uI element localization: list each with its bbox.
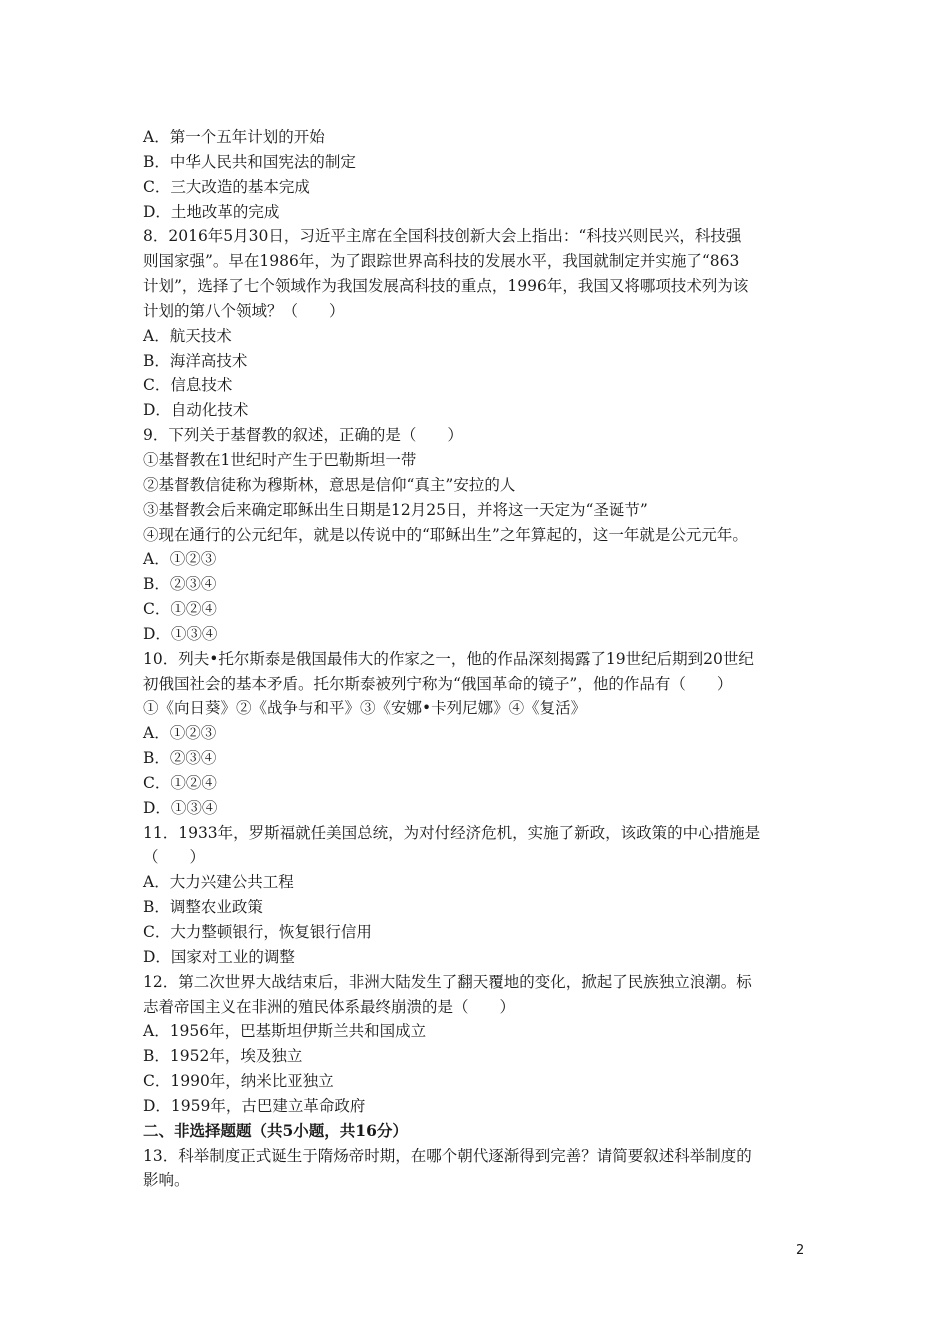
question-8-text: 计划的第八个领域？（ ）	[143, 301, 345, 320]
question-10-text: 初俄国社会的基本矛盾。托尔斯泰被列宁称为“俄国革命的镜子”，他的作品有（ ）	[143, 674, 733, 693]
question-8-text: 则国家强”。早在1986年，为了跟踪世界高科技的发展水平，我国就制定并实施了“863	[143, 252, 740, 271]
question-11-text: 11．1933年，罗斯福就任美国总统，为对付经济危机，实施了新政，该政策的中心措施是	[143, 823, 761, 842]
statement-line: ③基督教会后来确定耶稣出生日期是12月25日，并将这一天定为“圣诞节”	[143, 500, 648, 519]
option-line: D．自动化技术	[143, 401, 249, 420]
statement-line: ②基督教信徒称为穆斯林，意思是信仰“真主”安拉的人	[143, 475, 516, 494]
option-line: A．第一个五年计划的开始	[143, 128, 325, 146]
option-line: D．①③④	[143, 798, 218, 817]
question-9-text: 9．下列关于基督教的叙述，正确的是（ ）	[143, 426, 463, 445]
option-line: A．①②③	[143, 724, 217, 743]
question-12-text: 12．第二次世界大战结束后，非洲大陆发生了翻天覆地的变化，掀起了民族独立浪潮。标	[143, 972, 752, 991]
option-line: A．1956年，巴基斯坦伊斯兰共和国成立	[143, 1022, 427, 1041]
option-line: D．土地改革的完成	[143, 202, 280, 221]
option-line: D．国家对工业的调整	[143, 947, 295, 966]
question-11-text: （ ）	[143, 848, 206, 867]
question-10-text: 10．列夫•托尔斯泰是俄国最伟大的作家之一，他的作品深刻揭露了19世纪后期到20世纪	[143, 649, 754, 668]
option-line: B．②③④	[143, 749, 217, 768]
question-8-text: 8．2016年5月30日，习近平主席在全国科技创新大会上指出：“科技兴则民兴，科技强	[143, 227, 742, 246]
option-line: B．海洋高技术	[143, 351, 248, 370]
statement-line: ①《向日葵》②《战争与和平》③《安娜•卡列尼娜》④《复活》	[143, 699, 587, 718]
page-content	[143, 125, 815, 1193]
option-line: B．中华人民共和国宪法的制定	[143, 152, 356, 171]
option-line: B．②③④	[143, 575, 217, 594]
option-line: C．三大改造的基本完成	[143, 177, 310, 196]
option-line: B．1952年，埃及独立	[143, 1047, 303, 1066]
question-12-text: 志着帝国主义在非洲的殖民体系最终崩溃的是（ ）	[143, 997, 516, 1016]
option-line: D．1959年，古巴建立革命政府	[143, 1096, 366, 1115]
question-13-text: 13．科举制度正式诞生于隋炀帝时期，在哪个朝代逐渐得到完善？请简要叙述科举制度的	[143, 1146, 752, 1165]
option-line: C．①②④	[143, 600, 217, 619]
option-line: D．①③④	[143, 624, 218, 643]
option-line: B．调整农业政策	[143, 898, 263, 917]
option-line: C．1990年，纳米比亚独立	[143, 1072, 334, 1091]
option-line: C．①②④	[143, 773, 217, 792]
statement-line: ④现在通行的公元纪年，就是以传说中的“耶稣出生”之年算起的，这一年就是公元元年。	[143, 525, 748, 544]
option-line: A．①②③	[143, 550, 217, 569]
option-line: A．航天技术	[143, 326, 232, 345]
statement-line: ①基督教在1世纪时产生于巴勒斯坦一带	[143, 450, 417, 469]
page-number: 2	[796, 1243, 805, 1258]
question-13-text: 影响。	[143, 1171, 190, 1190]
option-line: C．大力整顿银行，恢复银行信用	[143, 923, 372, 941]
option-line: A．大力兴建公共工程	[143, 873, 294, 892]
question-8-text: 计划”，选择了七个领域作为我国发展高科技的重点，1996年，我国又将哪项技术列为该	[143, 277, 749, 296]
option-line: C．信息技术	[143, 376, 233, 395]
section-heading: 二、非选择题题（共5小题，共16分）	[143, 1120, 408, 1140]
